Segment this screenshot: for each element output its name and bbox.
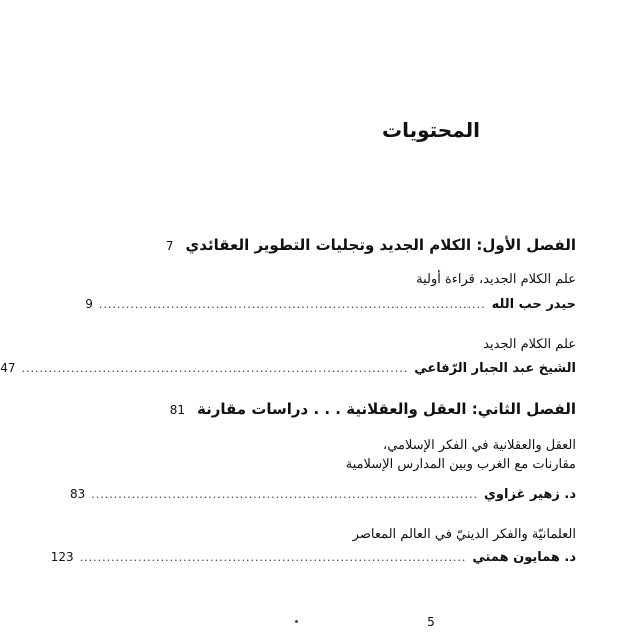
article-title-line: مقارنات مع الغرب وبين المدارس الإسلامية (345, 457, 576, 472)
page-number: 81 (169, 403, 186, 417)
toc-author-row (70, 487, 576, 502)
toc-author-row (85, 297, 576, 312)
toc-article-title (276, 270, 576, 289)
leader-dots: ...................................................................................... (79, 551, 467, 564)
print-mark (295, 620, 298, 623)
toc-author-row (0, 361, 576, 376)
author-name: حيدر حب الله (491, 297, 576, 312)
article-title-line: العلمانيّة والفكر الدينيّ في العالم المعاصر (352, 527, 576, 542)
page-number: 83 (70, 487, 86, 501)
leader-dots: ...................................................................................... (98, 298, 486, 311)
author-name: د. زهير غزاوي (484, 487, 576, 502)
article-title-line: علم الكلام الجديد (483, 337, 576, 352)
page-folio: 5 (427, 615, 435, 629)
leader-dots: ...................................................................................... (91, 488, 479, 501)
toc-article-title (276, 436, 576, 474)
toc-chapter-1 (165, 236, 576, 254)
chapter-title: الفصل الأول: الكلام الجديد وتجليات التطوير العقائدي (185, 236, 576, 254)
page-number: 123 (50, 550, 74, 564)
toc-article-title (276, 525, 576, 544)
toc-chapter-2 (169, 400, 576, 418)
page-title: المحتويات (381, 118, 480, 142)
page-number: 47 (0, 361, 16, 375)
page-number: 9 (85, 297, 93, 311)
toc-article-title (276, 335, 576, 354)
author-name: د. همايون همتي (472, 550, 576, 565)
author-name: الشيخ عبد الجبار الرّفاعي (414, 361, 576, 376)
leader-dots: ...................................................................................... (21, 362, 409, 375)
page-number: 7 (165, 239, 174, 253)
toc-author-row (50, 550, 576, 565)
article-title-line: علم الكلام الجديد، قراءة أولية (416, 272, 576, 287)
article-title-line: العقل والعقلانية في الفكر الإسلامي، (383, 438, 576, 453)
chapter-title: الفصل الثاني: العقل والعقلانية . . . دراسات مقارنة (197, 400, 576, 418)
